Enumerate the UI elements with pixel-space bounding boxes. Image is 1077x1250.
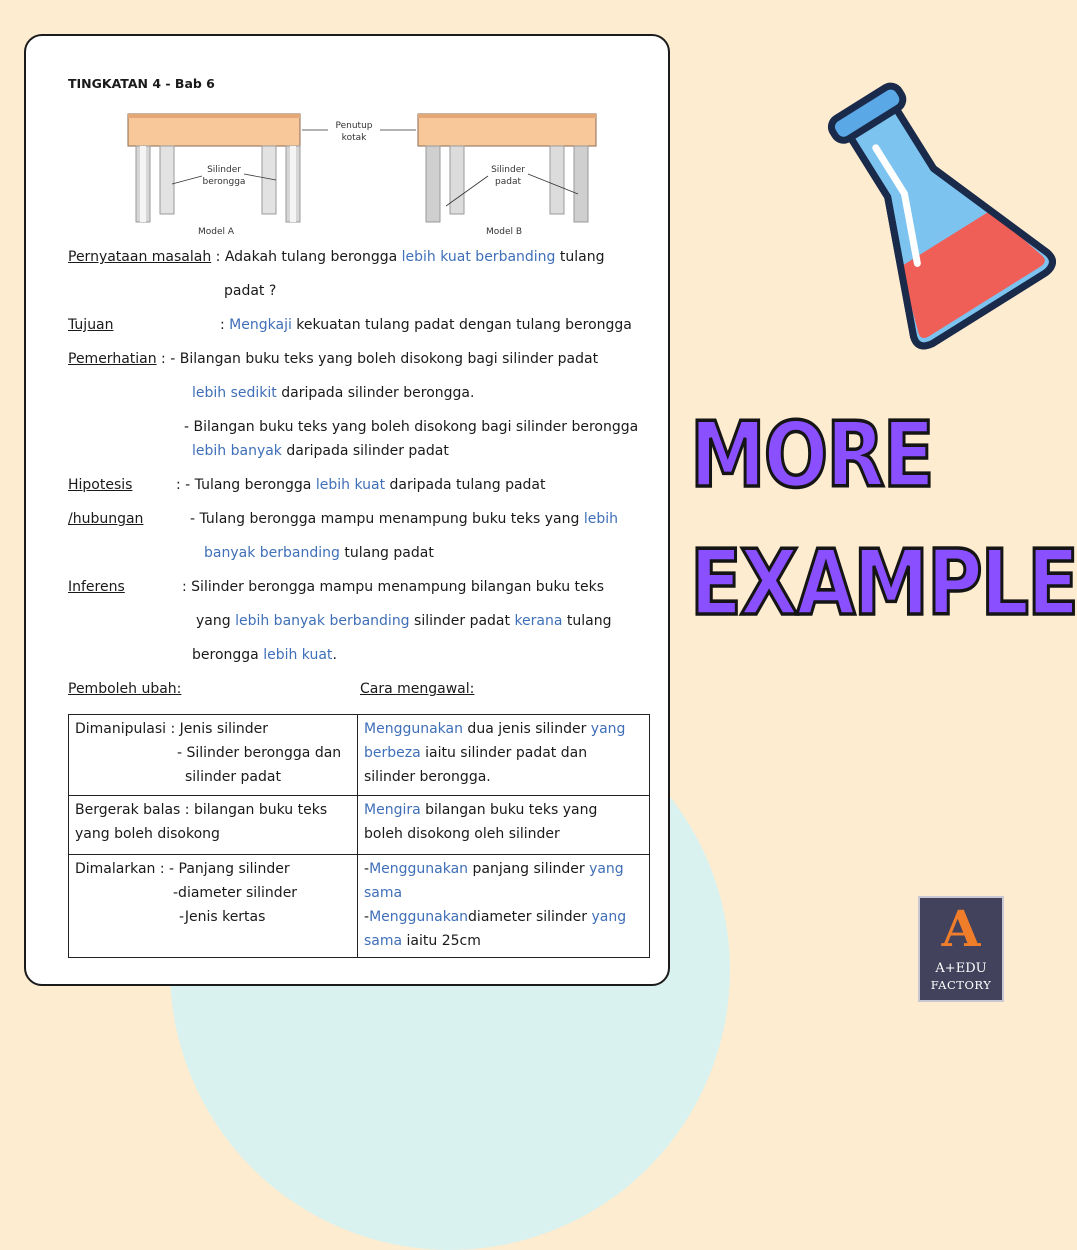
manipulated-variable-cell (69, 715, 358, 796)
r1-highlight-1: Menggunakan (364, 721, 463, 737)
inference-text-1: yang (196, 613, 236, 629)
logo-line-2: FACTORY (930, 978, 992, 992)
manipulated-line-3: silinder padat (185, 769, 281, 785)
inference-line-1: : Silinder berongga mampu menampung bilangan buku teks (182, 579, 605, 595)
variables-table (68, 714, 650, 958)
r3-text-1: panjang silinder (468, 861, 590, 877)
responding-variable-cell (69, 796, 358, 855)
manipulated-line-1: Dimanipulasi : Jenis silinder (75, 721, 269, 737)
inference-text-3: tulang (562, 613, 612, 629)
inference-highlight-2: kerana (514, 613, 563, 629)
hollow-label-2: berongga (202, 177, 246, 187)
table-row (69, 796, 650, 855)
hypothesis-line-3 (204, 544, 434, 562)
inference-period: . (332, 647, 337, 663)
promo-line-1: MORE (690, 402, 933, 508)
observation-line-4 (192, 442, 449, 460)
fixed-variable-cell (69, 855, 358, 958)
inference-highlight-1: lebih banyak berbanding (235, 613, 410, 629)
problem-label: Pernyataan masalah (68, 249, 212, 265)
document-card (24, 34, 670, 986)
control-heading: Cara mengawal: (360, 681, 475, 697)
hypothesis-highlight-2: lebih (583, 511, 618, 527)
flask-icon (830, 74, 1024, 344)
r3-highlight-4: Menggunakan (369, 909, 469, 925)
worksheet (26, 36, 672, 988)
r3-highlight-2: yang (589, 861, 624, 877)
lid-label-2: kotak (341, 133, 367, 143)
inference-text-4: berongga (192, 647, 264, 663)
r1-text-1: dua jenis silinder (462, 721, 591, 737)
aim-colon: : (220, 317, 230, 333)
r3-highlight-1: Menggunakan (369, 861, 469, 877)
r2-text-2: boleh disokong oleh silinder (364, 826, 560, 842)
model-b-label: Model B (485, 227, 523, 237)
r1-highlight-2: yang (590, 721, 626, 737)
fixed-line-1: Dimalarkan : - Panjang silinder (75, 861, 290, 877)
r3-text-2: diameter silinder (468, 909, 592, 925)
r3-dash-1: - (364, 861, 370, 877)
observation-text-4: daripada silinder padat (281, 443, 449, 459)
logo-letter: A (941, 899, 981, 958)
observation-line-1 (68, 350, 598, 368)
responding-line-1: Bergerak balas : bilangan buku teks (75, 802, 328, 818)
fixed-line-2: -diameter silinder (173, 885, 298, 901)
inference-text-2: silinder padat (409, 613, 515, 629)
r1-text-2: iaitu silinder padat dan (420, 745, 588, 761)
aim-text (220, 316, 632, 334)
table-row (69, 855, 650, 958)
fixed-line-3: -Jenis kertas (179, 909, 266, 925)
responding-line-2: yang boleh disokong (75, 826, 220, 842)
hypothesis-line-1 (176, 476, 545, 494)
table-row (69, 715, 650, 796)
solid-label-1: Silinder (491, 165, 525, 175)
problem-text-2: tulang (555, 249, 605, 265)
inference-line-3 (192, 646, 337, 664)
hypothesis-text-3: - Tulang berongga mampu menampung buku teks yang (190, 511, 584, 527)
aim-label: Tujuan (68, 317, 114, 333)
hypothesis-line-2 (190, 510, 618, 528)
fixed-control-cell (358, 855, 650, 958)
observation-text-1: : - Bilangan buku teks yang boleh disokong bagi silinder padat (156, 351, 599, 367)
r1-highlight-3: berbeza (364, 745, 421, 761)
hypothesis-text-2: daripada tulang padat (385, 477, 546, 493)
chapter-header: TINGKATAN 4 - Bab 6 (68, 76, 215, 91)
r2-text-1: bilangan buku teks yang (420, 802, 598, 818)
inference-line-2 (196, 612, 612, 630)
promo-line-2: EXAMPLE (690, 530, 1077, 636)
model-a-label: Model A (197, 227, 235, 237)
model-a-figure (128, 114, 300, 237)
hollow-label-1: Silinder (207, 165, 241, 175)
model-b-figure (418, 114, 596, 237)
observation-line-3: - Bilangan buku teks yang boleh disokong bagi silinder berongga (184, 419, 639, 435)
r3-highlight-5: yang (591, 909, 627, 925)
aim-highlight: Mengkaji (229, 317, 292, 333)
problem-text-1: : Adakah tulang berongga (211, 249, 402, 265)
inference-label: Inferens (68, 579, 125, 595)
r1-text-3: silinder berongga. (364, 769, 491, 785)
observation-text-2: daripada silinder berongga. (276, 385, 475, 401)
relationship-label: /hubungan (68, 511, 144, 527)
r3-text-3: iaitu 25cm (402, 933, 481, 949)
hypothesis-highlight-1: lebih kuat (315, 477, 386, 493)
observation-highlight-2: lebih banyak (192, 443, 282, 459)
observation-highlight-1: lebih sedikit (192, 385, 277, 401)
r3-dash-2: - (364, 909, 370, 925)
hypothesis-text-1: : - Tulang berongga (176, 477, 316, 493)
problem-statement (68, 248, 605, 266)
inference-highlight-3: lebih kuat (263, 647, 333, 663)
hypothesis-highlight-3: banyak berbanding (204, 545, 340, 561)
hypothesis-label: Hipotesis (68, 477, 133, 493)
r2-highlight: Mengira (364, 802, 421, 818)
r3-highlight-3: sama (364, 885, 403, 901)
solid-label-2: padat (495, 177, 521, 187)
variables-heading: Pemboleh ubah: (68, 681, 182, 697)
problem-statement-cont: padat ? (224, 283, 277, 299)
manipulated-line-2: - Silinder berongga dan (177, 745, 342, 761)
aim-rest: kekuatan tulang padat dengan tulang berongga (291, 317, 632, 333)
manipulated-control-cell (358, 715, 650, 796)
r3-highlight-6: sama (364, 933, 403, 949)
problem-highlight: lebih kuat berbanding (401, 249, 556, 265)
cylinder-models-figure (116, 110, 616, 250)
logo-line-1: A+EDU (935, 961, 987, 976)
responding-control-cell (358, 796, 650, 855)
observation-label: Pemerhatian (68, 351, 157, 367)
hypothesis-text-4: tulang padat (339, 545, 434, 561)
observation-line-2 (192, 384, 474, 402)
logo-icon (918, 896, 1004, 1002)
lid-label-1: Penutup (335, 121, 373, 131)
